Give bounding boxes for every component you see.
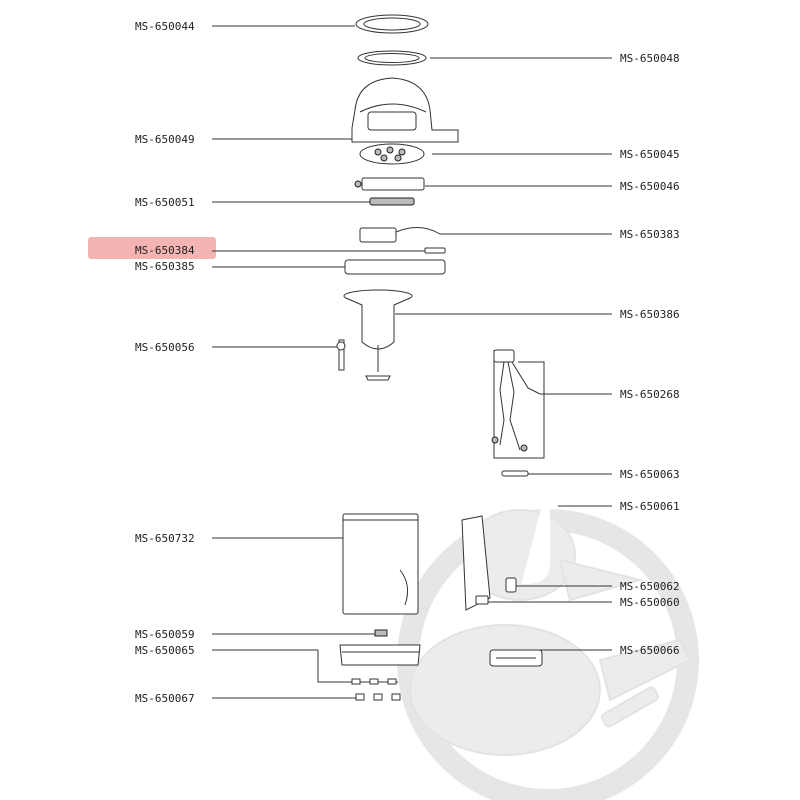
part-plate [360,144,424,164]
label-ms650051: MS-650051 [135,196,195,209]
part-seal-strip [425,248,445,253]
part-foot-3 [392,694,400,700]
part-switch [360,228,396,242]
part-clip [476,596,488,604]
label-ms650049: MS-650049 [135,133,195,146]
label-ms650048: MS-650048 [620,52,680,65]
part-board [362,178,424,190]
label-ms650732: MS-650732 [135,532,195,545]
label-ms650385: MS-650385 [135,260,195,273]
label-ms650061: MS-650061 [620,500,680,513]
label-ms650056: MS-650056 [135,341,195,354]
part-valve [506,578,516,592]
label-ms650044: MS-650044 [135,20,195,33]
part-foot-1 [356,694,364,700]
part-foot-2 [374,694,382,700]
label-ms650062: MS-650062 [620,580,680,593]
label-ms650384: MS-650384 [135,244,195,257]
part-pin [502,471,528,476]
label-ms650059: MS-650059 [135,628,195,641]
part-bar [370,198,414,205]
part-sensor [375,630,387,636]
label-ms650383: MS-650383 [620,228,680,241]
part-base-plate [345,260,445,274]
label-ms650268: MS-650268 [620,388,680,401]
label-ms650065: MS-650065 [135,644,195,657]
label-ms650046: MS-650046 [620,180,680,193]
label-ms650066: MS-650066 [620,644,680,657]
label-ms650386: MS-650386 [620,308,680,321]
label-ms650060: MS-650060 [620,596,680,609]
label-ms650045: MS-650045 [620,148,680,161]
part-wiring-harness [492,350,544,458]
part-base [340,645,420,665]
label-ms650067: MS-650067 [135,692,195,705]
label-ms650063: MS-650063 [620,468,680,481]
part-lid-ring-inner [364,18,420,30]
